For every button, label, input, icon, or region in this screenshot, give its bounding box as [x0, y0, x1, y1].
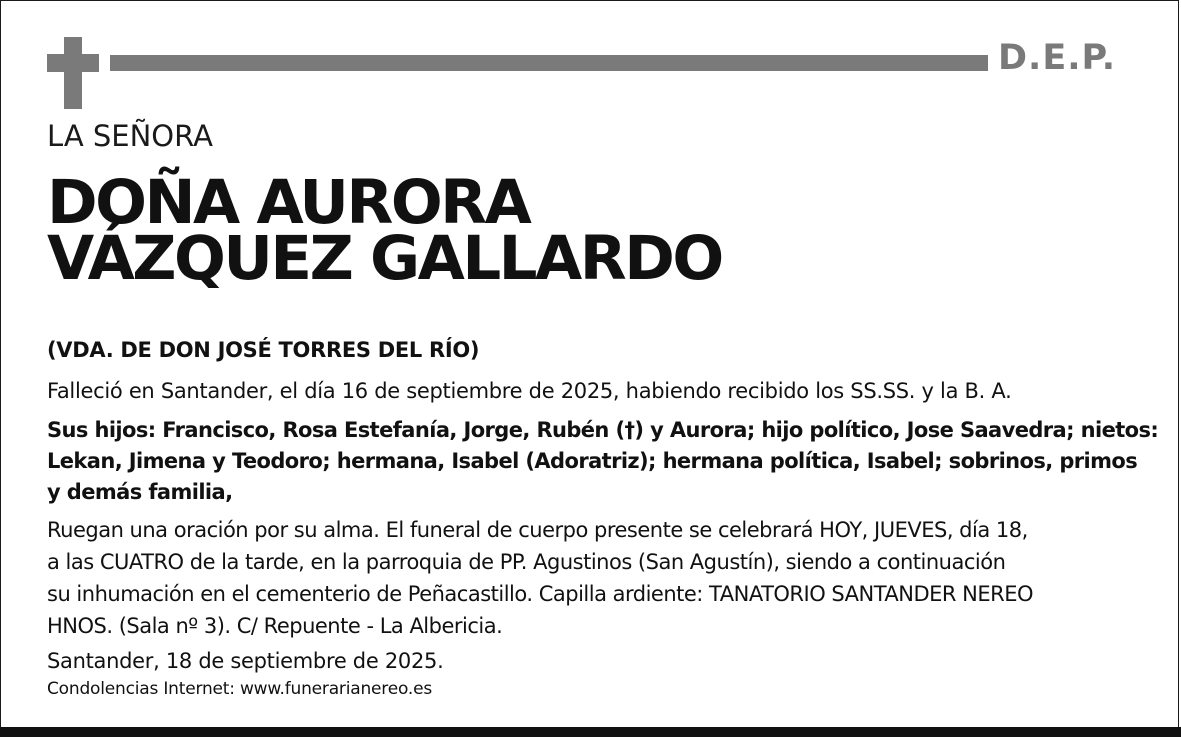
family-list	[47, 415, 1159, 508]
death-statement: Falleció en Santander, el día 16 de septiembre de 2025, habiendo recibido los SS.SS. y la B. A.	[47, 379, 1012, 403]
family-line: Sus hijos: Francisco, Rosa Estefanía, Jorge, Rubén (†) y Aurora; hijo político, Jose Saavedra; nietos:	[47, 418, 1159, 442]
service-line: Ruegan una oración por su alma. El funeral de cuerpo presente se celebrará HOY, JUEVES, día 18,	[47, 518, 1028, 542]
widow-of: (VDA. DE DON JOSÉ TORRES DEL RÍO)	[47, 338, 480, 362]
deceased-name-line1: DOÑA AURORA	[47, 167, 530, 238]
dep-label: D.E.P.	[998, 38, 1117, 78]
place-date: Santander, 18 de septiembre de 2025.	[47, 649, 444, 673]
service-line: su inhumación en el cementerio de Peñacastillo. Capilla ardiente: TANATORIO SANTANDER NEREO	[47, 582, 1034, 606]
bottom-rule	[0, 727, 1181, 737]
header-rule	[110, 55, 988, 71]
deceased-name-line2: VÁZQUEZ GALLARDO	[47, 223, 722, 294]
family-line: y demás familia,	[47, 480, 233, 504]
service-line: a las CUATRO de la tarde, en la parroquia de PP. Agustinos (San Agustín), siendo a continuación	[47, 550, 1006, 574]
title-prefix: LA SEÑORA	[47, 119, 213, 153]
service-line: HNOS. (Sala nº 3). C/ Repuente - La Albericia.	[47, 614, 503, 638]
cross-icon	[64, 37, 82, 109]
family-line: Lekan, Jimena y Teodoro; hermana, Isabel (Adoratriz); hermana política, Isabel; sobrinos, primos	[47, 449, 1138, 473]
service-details	[47, 514, 1147, 642]
cross-icon-arm	[47, 54, 99, 72]
condolences-link: Condolencias Internet: www.funerarianereo.es	[47, 679, 432, 699]
